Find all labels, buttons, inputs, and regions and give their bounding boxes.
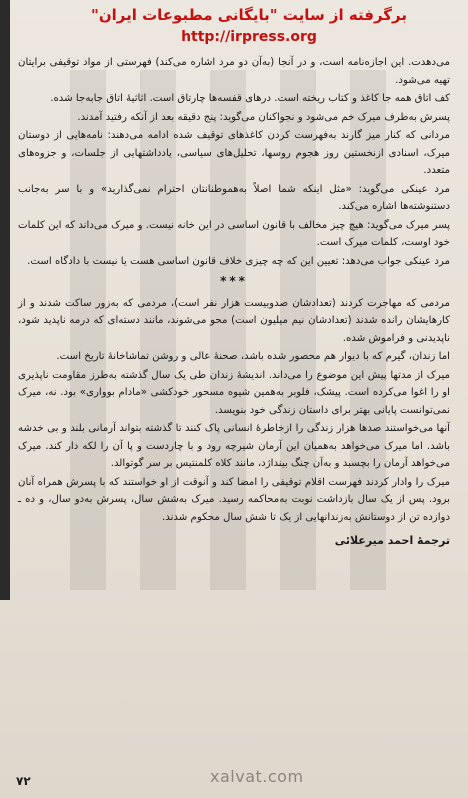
- paragraph: آنها می‌خواستند صدها هزار زندگی را ازخاطرهٔ انسانی پاک کنند تا گذشته بتواند آرمانی بلند و بی خدشه باشد. اما میرک می‌خواهد به‌همیان این آرمان شیرچه رود و با چاردست و پا آن را لکه دار کند. میرک می‌خواهد آرمان را بچسبد و به‌آن چنگ بینداژد، مانند کلاه کلمنتیس بر سر گوتوالد.: [18, 423, 450, 469]
- paragraph: پسرش به‌طرف میرک خم می‌شود و نجواکنان می‌گوید: پنج دقیقه بعد از آنکه رفتید آمدند.: [77, 111, 450, 123]
- paragraph: کف اتاق همه جا کاغذ و کتاب ریخته است. درهای قفسه‌ها چارتاق است. اثاثیهٔ اتاق جابه‌جا شده.: [50, 93, 450, 104]
- paragraph: می‌دهدت. این اجازه‌نامه است، و در آنجا (به‌آن دو مرد اشاره می‌کند) فهرستی از مواد توقیفی برایتان تهیه می‌شود.: [18, 57, 450, 86]
- paragraph: مردانی که کنار میز گارند به‌فهرست کردن کاغذهای توقیف شده ادامه می‌دهند: نامه‌هایی از دوستان میرک، اسنادی ازنخستین روز هجوم روسها، تحلیل‌های سیاسی، یادداشتهایی از جلسات، و جزوه‌های متعدد.: [18, 130, 450, 176]
- section-separator: ***: [220, 274, 248, 288]
- paragraph: مرد عینکی می‌گوید: «مثل اینکه شما اصلاً به‌هموطنانتان احترام نمی‌گذارید» و با سر به‌جانب دستنوشته‌ها اشاره می‌کند.: [18, 183, 450, 212]
- translator-credit: ترجمهٔ احمد میرعلائی: [334, 534, 450, 547]
- article-body: [18, 54, 450, 550]
- source-header: [40, 4, 458, 56]
- source-url[interactable]: http://irpress.org: [181, 29, 317, 45]
- paragraph: پسر میرک می‌گوید: هیچ چیز مخالف با قانون اساسی در این خانه نیست. و میرک می‌داند که این کلمات خود اوست، کلمات میرک است.: [18, 219, 450, 248]
- site-watermark: xalvat.com: [210, 767, 304, 786]
- paragraph: میرک از مدتها پیش این موضوع را می‌داند. اندیشهٔ زندان طی یک سال گذشته به‌طرز مقاومت ناپذیری او را اغوا می‌کرده است. پیشک، فلوبر به‌همین شیوه مسحور خودکشی «مادام بوواری» بود. نه، میرک نمی‌توانست پایانی بهتر برای داستان زندگی خود بنویسد.: [18, 369, 450, 416]
- source-title: برگرفته از سایت "بایگانی مطبوعات ایران": [91, 6, 407, 24]
- paragraph: میرک را وادار کردند فهرست اقلام توقیفی را امضا کند و آنوقت از او خواستند که با پسرش همراه آنان برود. پس از یک سال بازداشت نوبت به‌محاکمه رسید. میرک به‌شش سال، پسرش به‌دو سال، و ده ـ دوازده تن از دوستانش به‌زندانهایی از یک تا شش سال محکوم شدند.: [18, 476, 450, 523]
- paragraph: اما زندان، گیرم که با دیوار هم محصور شده باشد، صحنهٔ عالی و روشن تماشاخانهٔ تاریخ است.: [56, 351, 450, 362]
- paragraph: مرد عینکی جواب می‌دهد: تعیین این که چه چیزی خلاف قانون اساسی هست یا نیست با دادگاه است.: [27, 255, 450, 267]
- page-number: ۷۲: [16, 774, 31, 788]
- paragraph: مردمی که مهاجرت کردند (تعدادشان صدوبیست هزار نفر است)، مردمی که به‌زور ساکت شدند و از کارهایشان رانده شدند (تعدادشان نیم میلیون است) محو می‌شوند، مانند دسته‌ای که درمه ناپدید شود، ناپدیدنی و فراموش شده.: [18, 297, 450, 344]
- page-edge-bar: [0, 0, 10, 600]
